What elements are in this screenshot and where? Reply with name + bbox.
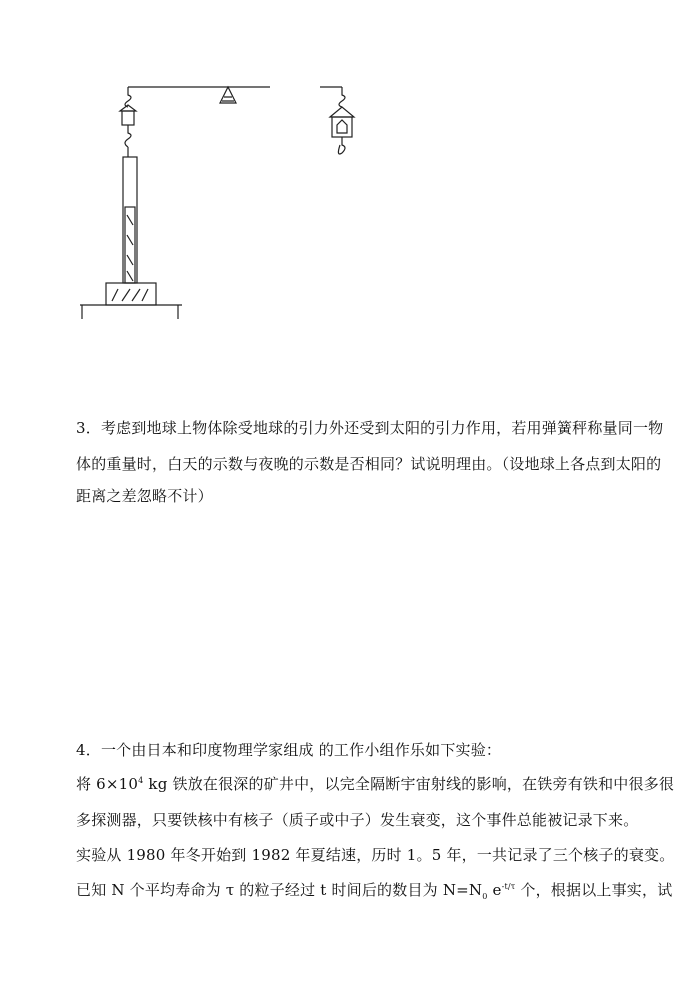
question-4-line-1: 4．一个由日本和印度物理学家组成 的工作小组作乐如下实验： — [76, 741, 502, 759]
q4-line5-subscript: 0 — [482, 892, 488, 901]
q4-line5-part-a: 已知 N 个平均寿命为 τ 的粒子经过 t 时间后的数目为 N=N — [76, 881, 483, 899]
question-4-line-4: 实验从 1980 年冬开始到 1982 年夏结速，历时 1。5 年，一共记录了三个核子的衰变。 — [76, 846, 675, 864]
spring-balance-diagram — [70, 75, 270, 325]
q4-line2-exponent: 4 — [138, 776, 144, 785]
question-4-line-5 — [76, 880, 672, 900]
question-4-line-3: 多探测器，只要铁核中有核子（质子或中子）发生衰变，这个事件总能被记录下来。 — [76, 811, 639, 829]
question-3-line-1: 3．考虑到地球上物体除受地球的引力外还受到太阳的引力作用，若用弹簧秤称量同一物 — [76, 419, 664, 437]
right-balance-figure — [320, 75, 370, 165]
q4-line2-part-a: 将 6×10 — [76, 775, 139, 793]
q4-line2-part-b: kg 铁放在很深的矿井中，以完全隔断宇宙射线的影响，在铁旁有铁和中很多很 — [143, 775, 675, 793]
question-3-line-3: 距离之差忽略不计） — [76, 487, 213, 505]
question-4-line-2 — [76, 774, 674, 794]
q4-line5-part-c: 个，根据以上事实，试 — [515, 881, 673, 899]
q4-line5-exponent: -t/τ — [501, 882, 516, 891]
question-3-line-2: 体的重量时，白天的示数与夜晚的示数是否相同？试说明理由。（设地球上各点到太阳的 — [76, 455, 662, 473]
q4-line5-part-b: e — [487, 881, 502, 899]
